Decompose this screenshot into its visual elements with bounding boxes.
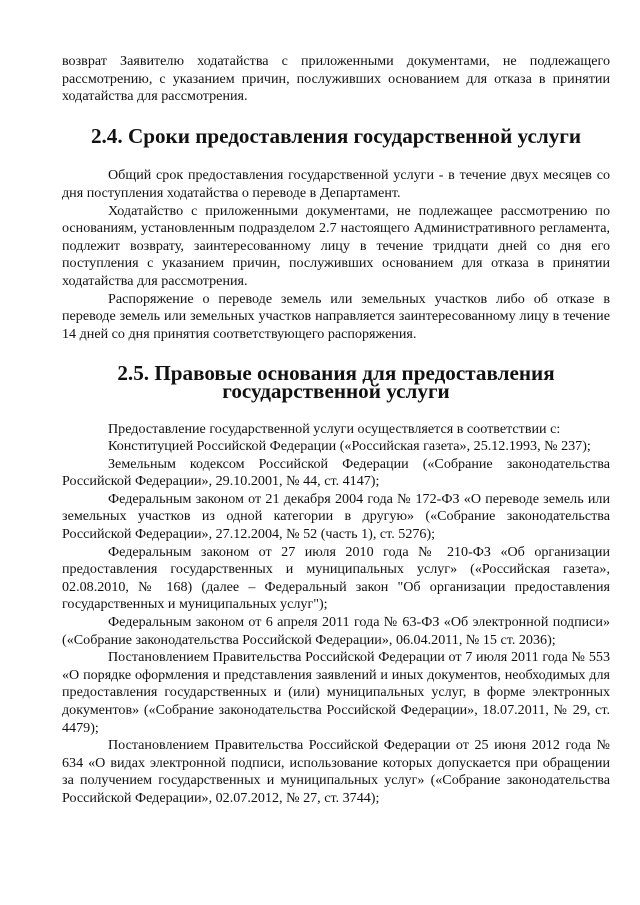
intro-paragraph: возврат Заявителю ходатайства с приложенными документами, не подлежащего рассмотрению, с указанием причин, послуживших основанием для отказа в принятии ходатайства для рассмотрения. xyxy=(62,53,610,105)
section-2-5-heading: 2.5. Правовые основания для предоставления государственной услуги xyxy=(117,361,555,403)
section-2-4-paragraph-2: Ходатайство с приложенными документами, не подлежащее рассмотрению по основаниям, установленным подразделом 2.7 настоящего Административного регламента, подлежит возврату, заинтересованному лицу в течение тридцати дней со дня его поступления с указанием причин, послуживших основанием для отказа в принятии ходатайства для рассмотрения. xyxy=(62,202,610,289)
document-page xyxy=(62,53,610,808)
section-2-5-paragraph-2: Конституцией Российской Федерации («Российская газета», 25.12.1993, № 237); xyxy=(108,438,591,455)
section-2-5-paragraph-7: Постановлением Правительства Российской Федерации от 7 июля 2011 года № 553 «О порядке оформления и представления заявлений и иных документов, необходимых для предоставления государственных и (или) муниципальных услуг, в форме электронных документов» («Собрание законодательства Российской Федерации», 18.07.2011, № 29, ст. 4479); xyxy=(62,649,610,736)
section-2-5-paragraph-3: Земельным кодексом Российской Федерации («Собрание законодательства Российской Федерации», 29.10.2001, № 44, ст. 4147); xyxy=(62,455,610,490)
section-2-4-paragraph-3: Распоряжение о переводе земель или земельных участков либо об отказе в переводе земель или земельных участков направляется заинтересованному лицу в течение 14 дней со дня принятия соответствующего распоряжения. xyxy=(62,290,610,342)
section-2-5-paragraph-8: Постановлением Правительства Российской Федерации от 25 июня 2012 года № 634 «О видах электронной подписи, использование которых допускается при обращении за получением государственных и муниципальных услуг» («Собрание законодательства Российской Федерации», 02.07.2012, № 27, ст. 3744); xyxy=(62,737,610,806)
section-2-4-heading: 2.4. Сроки предоставления государственной услуги xyxy=(90,123,582,148)
section-2-4-paragraph-1: Общий срок предоставления государственной услуги - в течение двух месяцев со дня поступления ходатайства о переводе в Департамент. xyxy=(62,167,610,201)
section-2-5-paragraph-6: Федеральным законом от 6 апреля 2011 года № 63-ФЗ «Об электронной подписи» («Собрание законодательства Российской Федерации», 06.04.2011, № 15 ст. 2036); xyxy=(62,614,610,648)
section-2-5-paragraph-5: Федеральным законом от 27 июля 2010 года № 210-ФЗ «Об организации предоставления государственных и муниципальных услуг» («Российская газета», 02.08.2010, № 168) (далее – Федеральный закон "Об организации предоставления государственных и муниципальных услуг"); xyxy=(62,543,610,613)
section-2-5-paragraph-4: Федеральным законом от 21 декабря 2004 года № 172-ФЗ «О переводе земель или земельных участков из одной категории в другую» («Собрание законодательства Российской Федерации», 27.12.2004, № 52 (часть 1), ст. 5276); xyxy=(62,490,610,543)
section-2-5-paragraph-1: Предоставление государственной услуги осуществляется в соответствии с: xyxy=(108,420,561,437)
